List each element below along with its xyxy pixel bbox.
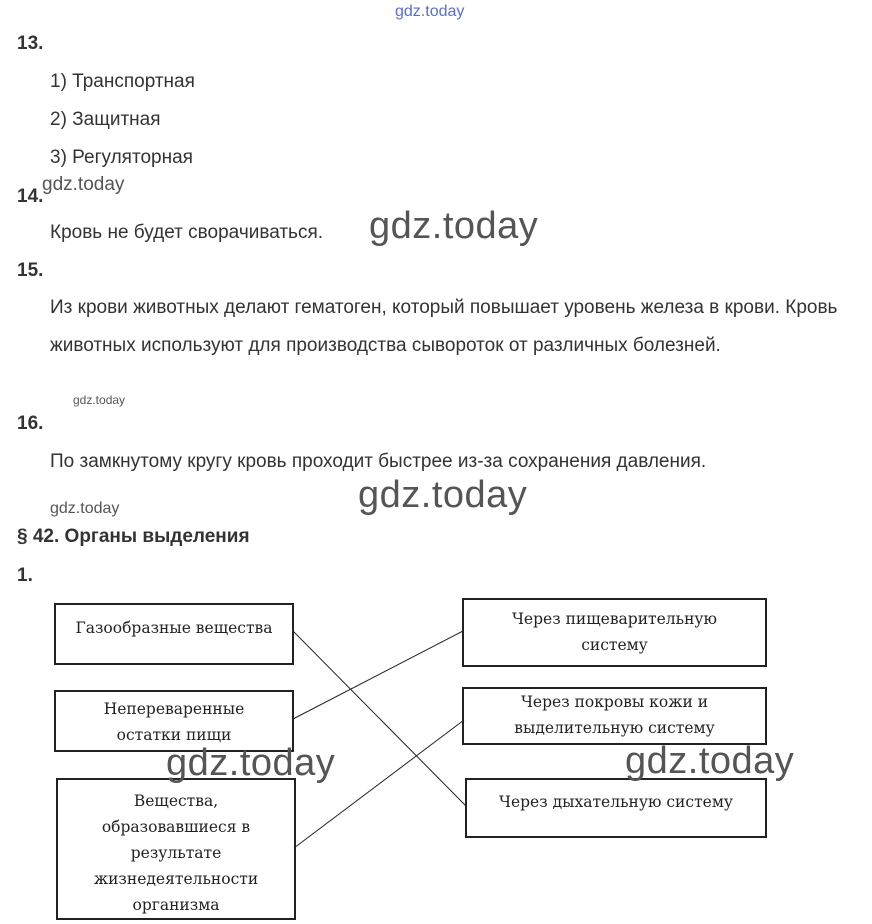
left-box-metabolic (56, 778, 296, 920)
right-box-skin (462, 687, 767, 745)
q13-item-2: 2) Защитная (50, 109, 161, 130)
section-title: § 42. Органы выделения (17, 526, 250, 547)
left-box-gas (54, 603, 294, 665)
question-16-number: 16. (17, 413, 44, 434)
line-undigested-to-digestive (293, 631, 463, 719)
watermark-7: gdz.today (625, 740, 795, 782)
watermark-5: gdz.today (50, 500, 120, 517)
right-box-respiratory (465, 778, 767, 838)
q16-answer: По замкнутому кругу кровь проходит быстрее из-за сохранения давления. (50, 451, 707, 472)
left-box-undigested-label: Непереваренные остатки пищи (103, 700, 245, 744)
question-14-number: 14. (17, 186, 44, 207)
question-13-number: 13. (17, 33, 44, 54)
watermark-3: gdz.today (73, 393, 126, 407)
right-box-digestive-label: Через пищеварительную систему (511, 610, 718, 654)
left-box-metabolic-label: Вещества, образовавшиеся в результате жизнедеятельности организма (93, 792, 259, 914)
left-box-gas-label: Газообразные вещества (75, 619, 273, 637)
watermark-1: gdz.today (42, 174, 125, 195)
q13-item-3: 3) Регуляторная (50, 147, 193, 168)
q15-answer: Из крови животных делают гематоген, который повышает уровень железа в крови. Кровь животных используют для производства сывороток от различных болезней. (50, 297, 838, 356)
q14-answer: Кровь не будет сворачиваться. (50, 222, 324, 243)
q13-item-1: 1) Транспортная (50, 71, 195, 92)
watermark-4: gdz.today (358, 474, 528, 516)
question-15-number: 15. (17, 260, 44, 281)
watermark-top: gdz.today (395, 3, 465, 20)
task-1-number: 1. (17, 565, 33, 586)
watermark-6: gdz.today (166, 742, 336, 784)
right-box-respiratory-label: Через дыхательную систему (498, 793, 733, 811)
right-box-skin-label: Через покровы кожи и выделительную систему (514, 693, 715, 737)
right-box-digestive (462, 598, 767, 667)
watermark-2: gdz.today (369, 205, 539, 247)
